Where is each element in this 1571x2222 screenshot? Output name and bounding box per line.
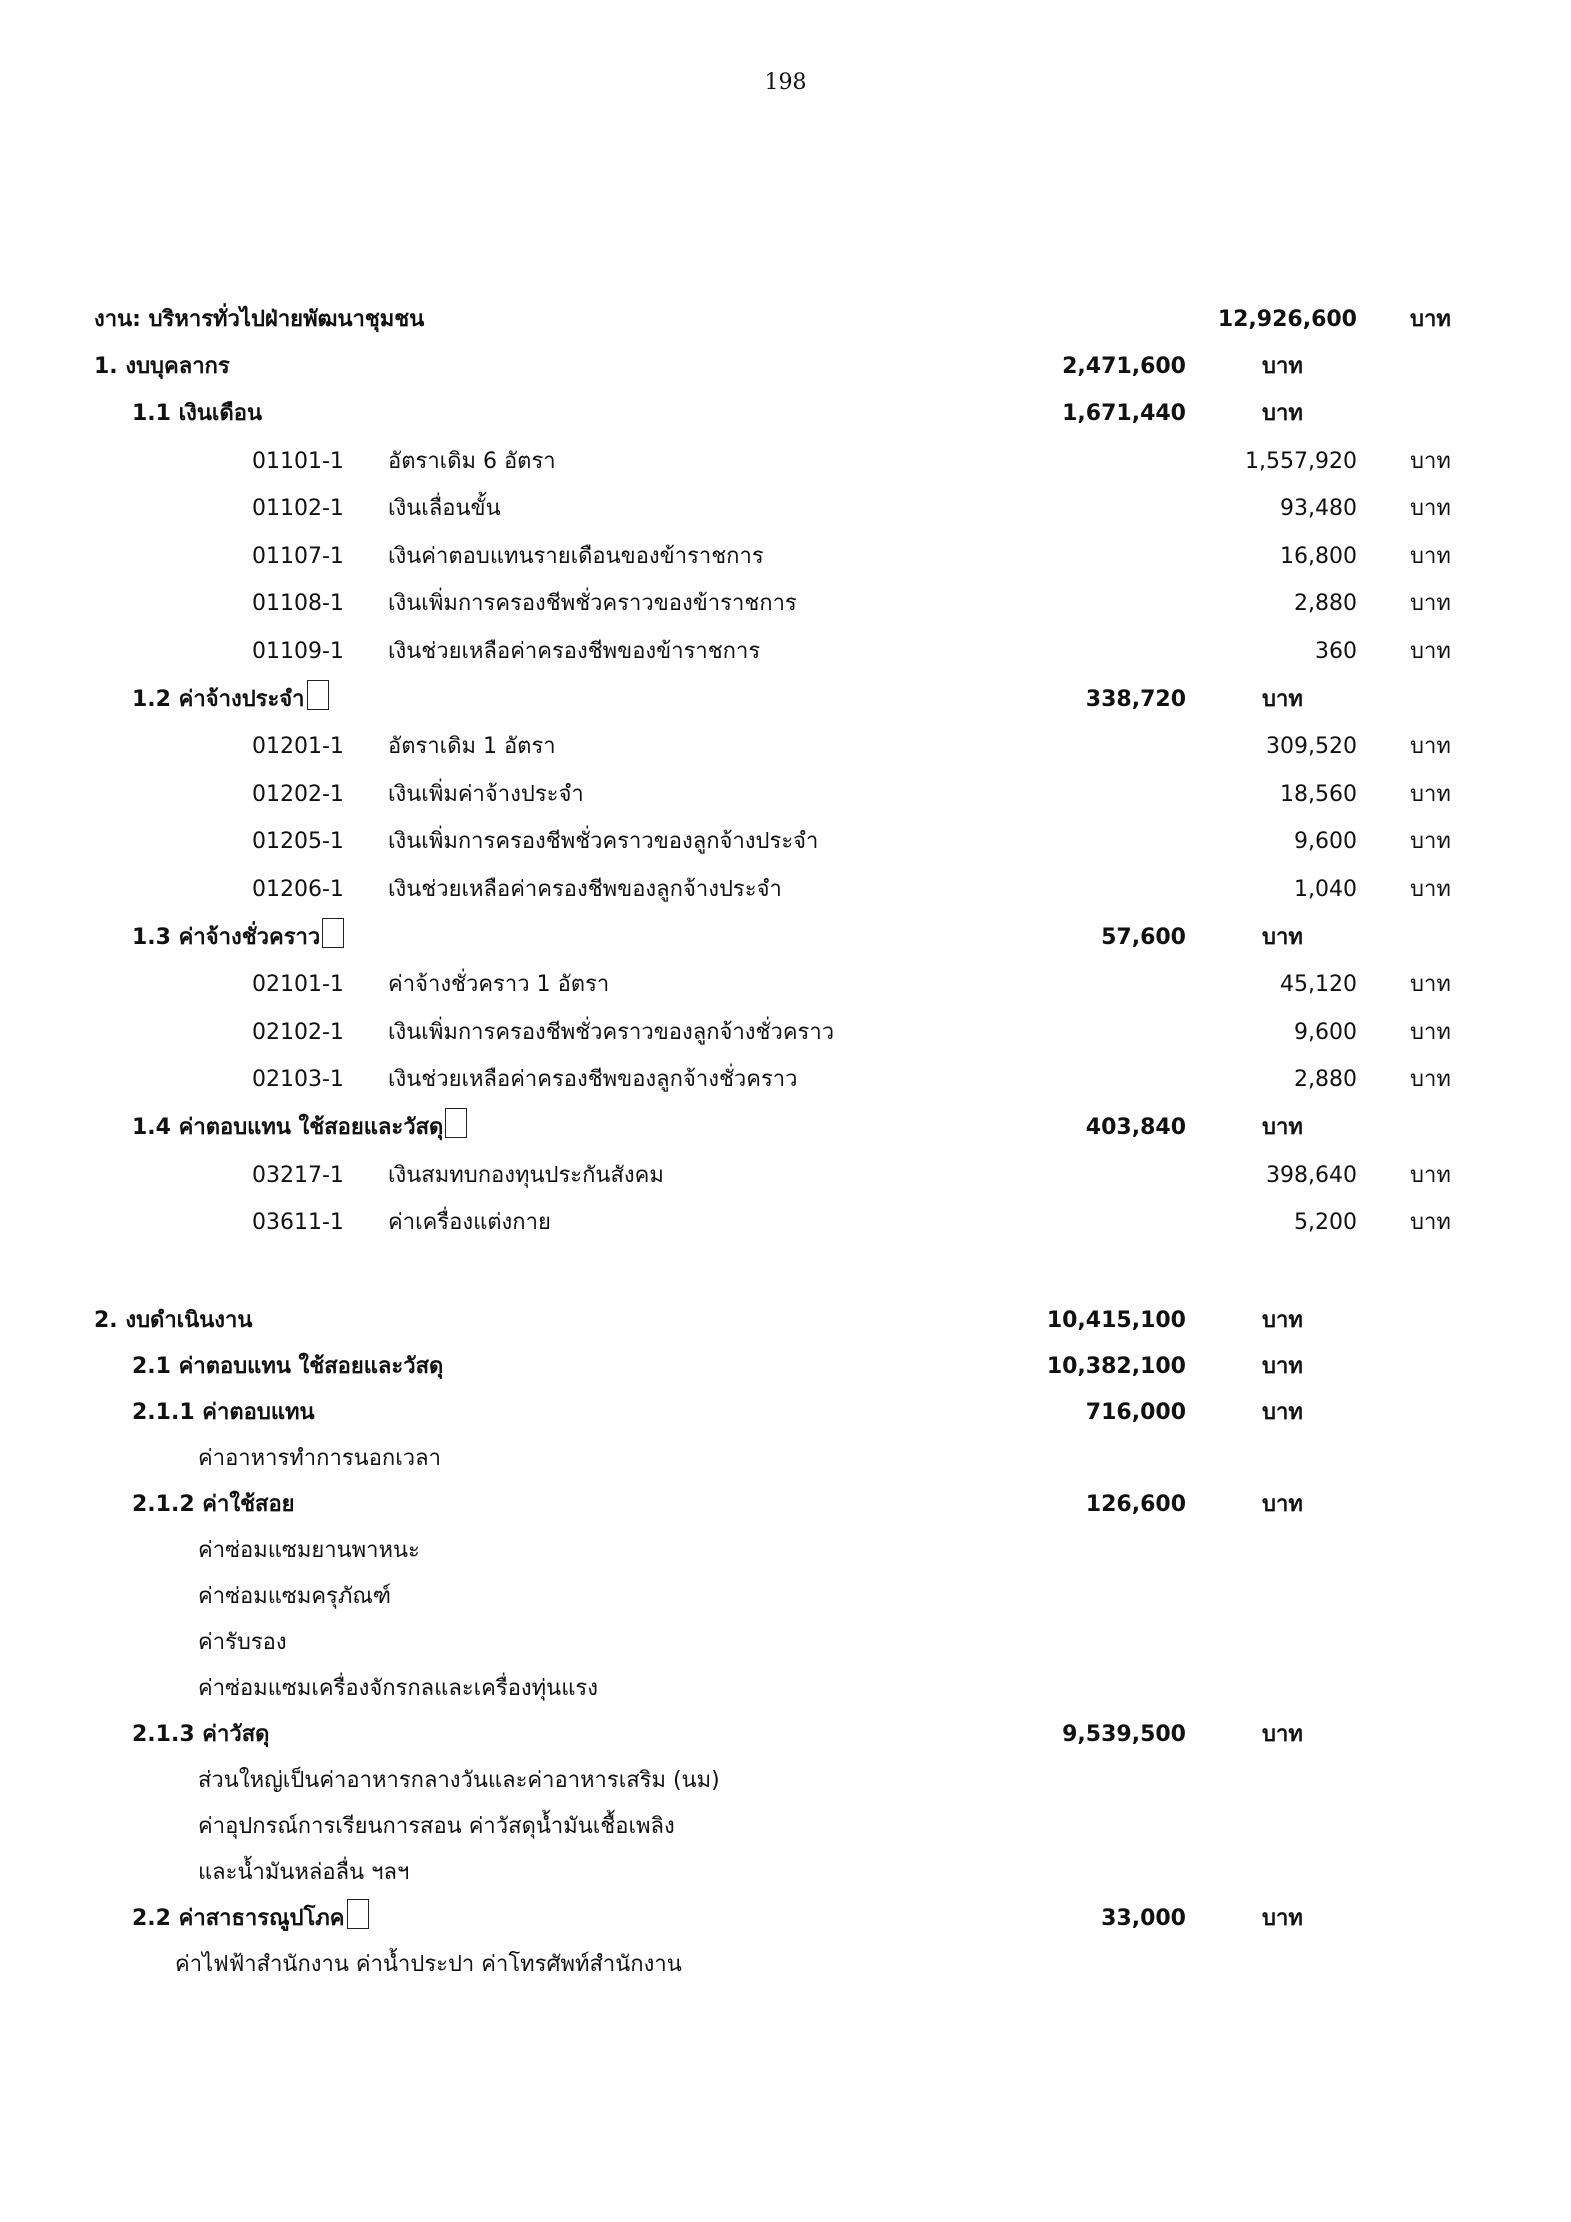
sub22-unit: บาท xyxy=(1262,1906,1303,1931)
line-item-row xyxy=(0,489,1571,529)
sub22-title xyxy=(132,1899,369,1939)
line-item-amount: 93,480 xyxy=(1280,496,1357,521)
line-item-code: 01205-1 xyxy=(252,829,344,854)
line-item-amount: 360 xyxy=(1315,639,1357,664)
sub212-line-text: ค่าซ่อมแซมครุภัณฑ์ xyxy=(198,1584,392,1609)
sub212-line xyxy=(0,1531,1571,1571)
line-item-amount: 2,880 xyxy=(1294,1067,1357,1092)
line-item-unit: บาท xyxy=(1410,877,1451,902)
line-item-row xyxy=(0,822,1571,862)
line-item-code: 01107-1 xyxy=(252,544,344,569)
line-item-amount: 309,520 xyxy=(1266,734,1357,759)
line-item-row xyxy=(0,1203,1571,1243)
group-row xyxy=(0,394,1571,434)
line-item-desc: เงินช่วยเหลือค่าครองชีพของลูกจ้างชั่วคราว xyxy=(388,1067,798,1092)
header-label: งาน: บริหารทั่วไปฝ่ายพัฒนาชุมชน xyxy=(94,307,425,332)
section2-unit: บาท xyxy=(1262,1308,1303,1333)
sub22-row xyxy=(0,1899,1571,1939)
sub211-title: 2.1.1 ค่าตอบแทน xyxy=(132,1400,315,1425)
section2-row xyxy=(0,1301,1571,1341)
section1-row xyxy=(0,347,1571,387)
sub21-unit: บาท xyxy=(1262,1354,1303,1379)
line-item-row xyxy=(0,1060,1571,1100)
line-item-amount: 398,640 xyxy=(1266,1163,1357,1188)
line-item-desc: ค่าจ้างชั่วคราว 1 อัตรา xyxy=(388,972,610,997)
sub21-row xyxy=(0,1347,1571,1387)
line-item-row xyxy=(0,775,1571,815)
sub212-line-text: ค่ารับรอง xyxy=(198,1630,287,1655)
section2-title: 2. งบดำเนินงาน xyxy=(94,1308,253,1333)
sub212-line-text: ค่าซ่อมแซมยานพาหนะ xyxy=(198,1538,420,1563)
line-item-desc: เงินช่วยเหลือค่าครองชีพของข้าราชการ xyxy=(388,639,761,664)
group-row xyxy=(0,918,1571,958)
line-item-unit: บาท xyxy=(1410,591,1451,616)
section2-amount: 10,415,100 xyxy=(1046,1308,1186,1333)
line-item-code: 01102-1 xyxy=(252,496,344,521)
group-amount: 1,671,440 xyxy=(1062,401,1186,426)
sub21-title: 2.1 ค่าตอบแทน ใช้สอยและวัสดุ xyxy=(132,1354,444,1379)
line-item-row xyxy=(0,727,1571,767)
group-unit: บาท xyxy=(1262,401,1303,426)
sub22-amount: 33,000 xyxy=(1101,1906,1186,1931)
line-item-desc: อัตราเดิม 6 อัตรา xyxy=(388,449,556,474)
line-item-code: 03611-1 xyxy=(252,1210,344,1235)
line-item-code: 02103-1 xyxy=(252,1067,344,1092)
line-item-row xyxy=(0,1156,1571,1196)
sub211-amount: 716,000 xyxy=(1085,1400,1186,1425)
sub22-line-text: ค่าไฟฟ้าสำนักงาน ค่าน้ำประปา ค่าโทรศัพท์สำนักงาน xyxy=(175,1952,682,1977)
line-item-unit: บาท xyxy=(1410,782,1451,807)
line-item-unit: บาท xyxy=(1410,496,1451,521)
group-title-text: 1.4 ค่าตอบแทน ใช้สอยและวัสดุ xyxy=(132,1115,444,1140)
section1-title: 1. งบบุคลากร xyxy=(94,354,230,379)
line-item-row xyxy=(0,632,1571,672)
line-item-desc: เงินเพิ่มการครองชีพชั่วคราวของลูกจ้างประจำ xyxy=(388,829,819,854)
group-unit: บาท xyxy=(1262,1115,1303,1140)
empty-box-icon xyxy=(347,1899,369,1929)
group-unit: บาท xyxy=(1262,925,1303,950)
line-item-desc: เงินเพิ่มการครองชีพชั่วคราวของข้าราชการ xyxy=(388,591,797,616)
group-title xyxy=(132,1108,467,1148)
group-amount: 57,600 xyxy=(1101,925,1186,950)
sub212-line xyxy=(0,1669,1571,1709)
sub212-line xyxy=(0,1577,1571,1617)
sub213-line xyxy=(0,1761,1571,1801)
header-row xyxy=(0,300,1571,340)
sub22-title-text: 2.2 ค่าสาธารณูปโภค xyxy=(132,1906,345,1931)
sub212-row xyxy=(0,1485,1571,1525)
line-item-desc: เงินช่วยเหลือค่าครองชีพของลูกจ้างประจำ xyxy=(388,877,782,902)
line-item-code: 01108-1 xyxy=(252,591,344,616)
section1-amount: 2,471,600 xyxy=(1062,354,1186,379)
line-item-code: 02102-1 xyxy=(252,1020,344,1045)
line-item-row xyxy=(0,442,1571,482)
sub213-title: 2.1.3 ค่าวัสดุ xyxy=(132,1722,270,1747)
sub213-line-text: และน้ำมันหล่อลื่น ฯลฯ xyxy=(198,1860,410,1885)
group-amount: 338,720 xyxy=(1085,687,1186,712)
sub213-amount: 9,539,500 xyxy=(1062,1722,1186,1747)
sub213-line xyxy=(0,1853,1571,1893)
line-item-amount: 16,800 xyxy=(1280,544,1357,569)
line-item-unit: บาท xyxy=(1410,1067,1451,1092)
line-item-unit: บาท xyxy=(1410,829,1451,854)
sub211-line xyxy=(0,1439,1571,1479)
line-item-unit: บาท xyxy=(1410,449,1451,474)
sub212-title: 2.1.2 ค่าใช้สอย xyxy=(132,1492,295,1517)
line-item-code: 01206-1 xyxy=(252,877,344,902)
line-item-row xyxy=(0,537,1571,577)
sub213-unit: บาท xyxy=(1262,1722,1303,1747)
sub213-line-text: ค่าอุปกรณ์การเรียนการสอน ค่าวัสดุน้ำมันเชื้อเพลิง xyxy=(198,1814,675,1839)
line-item-desc: เงินเพิ่มการครองชีพชั่วคราวของลูกจ้างชั่วคราว xyxy=(388,1020,835,1045)
line-item-code: 01109-1 xyxy=(252,639,344,664)
line-item-amount: 1,557,920 xyxy=(1245,449,1357,474)
line-item-desc: เงินค่าตอบแทนรายเดือนของข้าราชการ xyxy=(388,544,764,569)
line-item-desc: เงินเพิ่มค่าจ้างประจำ xyxy=(388,782,584,807)
group-title xyxy=(132,394,262,434)
group-title-text: 1.1 เงินเดือน xyxy=(132,401,262,426)
empty-box-icon xyxy=(322,918,344,948)
line-item-amount: 1,040 xyxy=(1294,877,1357,902)
group-title xyxy=(132,680,329,720)
line-item-code: 03217-1 xyxy=(252,1163,344,1188)
header-unit: บาท xyxy=(1410,307,1451,332)
line-item-unit: บาท xyxy=(1410,734,1451,759)
line-item-amount: 5,200 xyxy=(1294,1210,1357,1235)
line-item-row xyxy=(0,1013,1571,1053)
group-row xyxy=(0,1108,1571,1148)
line-item-row xyxy=(0,584,1571,624)
sub211-unit: บาท xyxy=(1262,1400,1303,1425)
line-item-unit: บาท xyxy=(1410,1163,1451,1188)
line-item-row xyxy=(0,870,1571,910)
sub211-row xyxy=(0,1393,1571,1433)
group-title-text: 1.3 ค่าจ้างชั่วคราว xyxy=(132,925,321,950)
section1-unit: บาท xyxy=(1262,354,1303,379)
line-item-unit: บาท xyxy=(1410,639,1451,664)
line-item-unit: บาท xyxy=(1410,972,1451,997)
line-item-unit: บาท xyxy=(1410,1210,1451,1235)
line-item-desc: อัตราเดิม 1 อัตรา xyxy=(388,734,556,759)
header-amount: 12,926,600 xyxy=(1217,307,1357,332)
empty-box-icon xyxy=(307,680,329,710)
sub213-line-text: ส่วนใหญ่เป็นค่าอาหารกลางวันและค่าอาหารเสริม (นม) xyxy=(198,1768,720,1793)
line-item-amount: 9,600 xyxy=(1294,829,1357,854)
line-item-code: 02101-1 xyxy=(252,972,344,997)
line-item-desc: เงินสมทบกองทุนประกันสังคม xyxy=(388,1163,664,1188)
line-item-amount: 2,880 xyxy=(1294,591,1357,616)
group-title xyxy=(132,918,344,958)
group-unit: บาท xyxy=(1262,687,1303,712)
line-item-unit: บาท xyxy=(1410,544,1451,569)
sub213-line xyxy=(0,1807,1571,1847)
line-item-code: 01101-1 xyxy=(252,449,344,474)
line-item-unit: บาท xyxy=(1410,1020,1451,1045)
sub212-amount: 126,600 xyxy=(1085,1492,1186,1517)
empty-box-icon xyxy=(445,1108,467,1138)
sub213-row xyxy=(0,1715,1571,1755)
sub212-line xyxy=(0,1623,1571,1663)
line-item-amount: 45,120 xyxy=(1280,972,1357,997)
line-item-row xyxy=(0,965,1571,1005)
line-item-desc: ค่าเครื่องแต่งกาย xyxy=(388,1210,551,1235)
sub211-line-text: ค่าอาหารทำการนอกเวลา xyxy=(198,1446,441,1471)
sub22-line xyxy=(0,1945,1571,1985)
sub212-unit: บาท xyxy=(1262,1492,1303,1517)
line-item-desc: เงินเลื่อนขั้น xyxy=(388,496,501,521)
line-item-amount: 18,560 xyxy=(1280,782,1357,807)
group-amount: 403,840 xyxy=(1085,1115,1186,1140)
sub212-line-text: ค่าซ่อมแซมเครื่องจักรกลและเครื่องทุ่นแรง xyxy=(198,1676,598,1701)
group-title-text: 1.2 ค่าจ้างประจำ xyxy=(132,687,305,712)
sub21-amount: 10,382,100 xyxy=(1046,1354,1186,1379)
line-item-code: 01202-1 xyxy=(252,782,344,807)
line-item-amount: 9,600 xyxy=(1294,1020,1357,1045)
line-item-code: 01201-1 xyxy=(252,734,344,759)
group-row xyxy=(0,680,1571,720)
page-number: 198 xyxy=(764,70,807,95)
